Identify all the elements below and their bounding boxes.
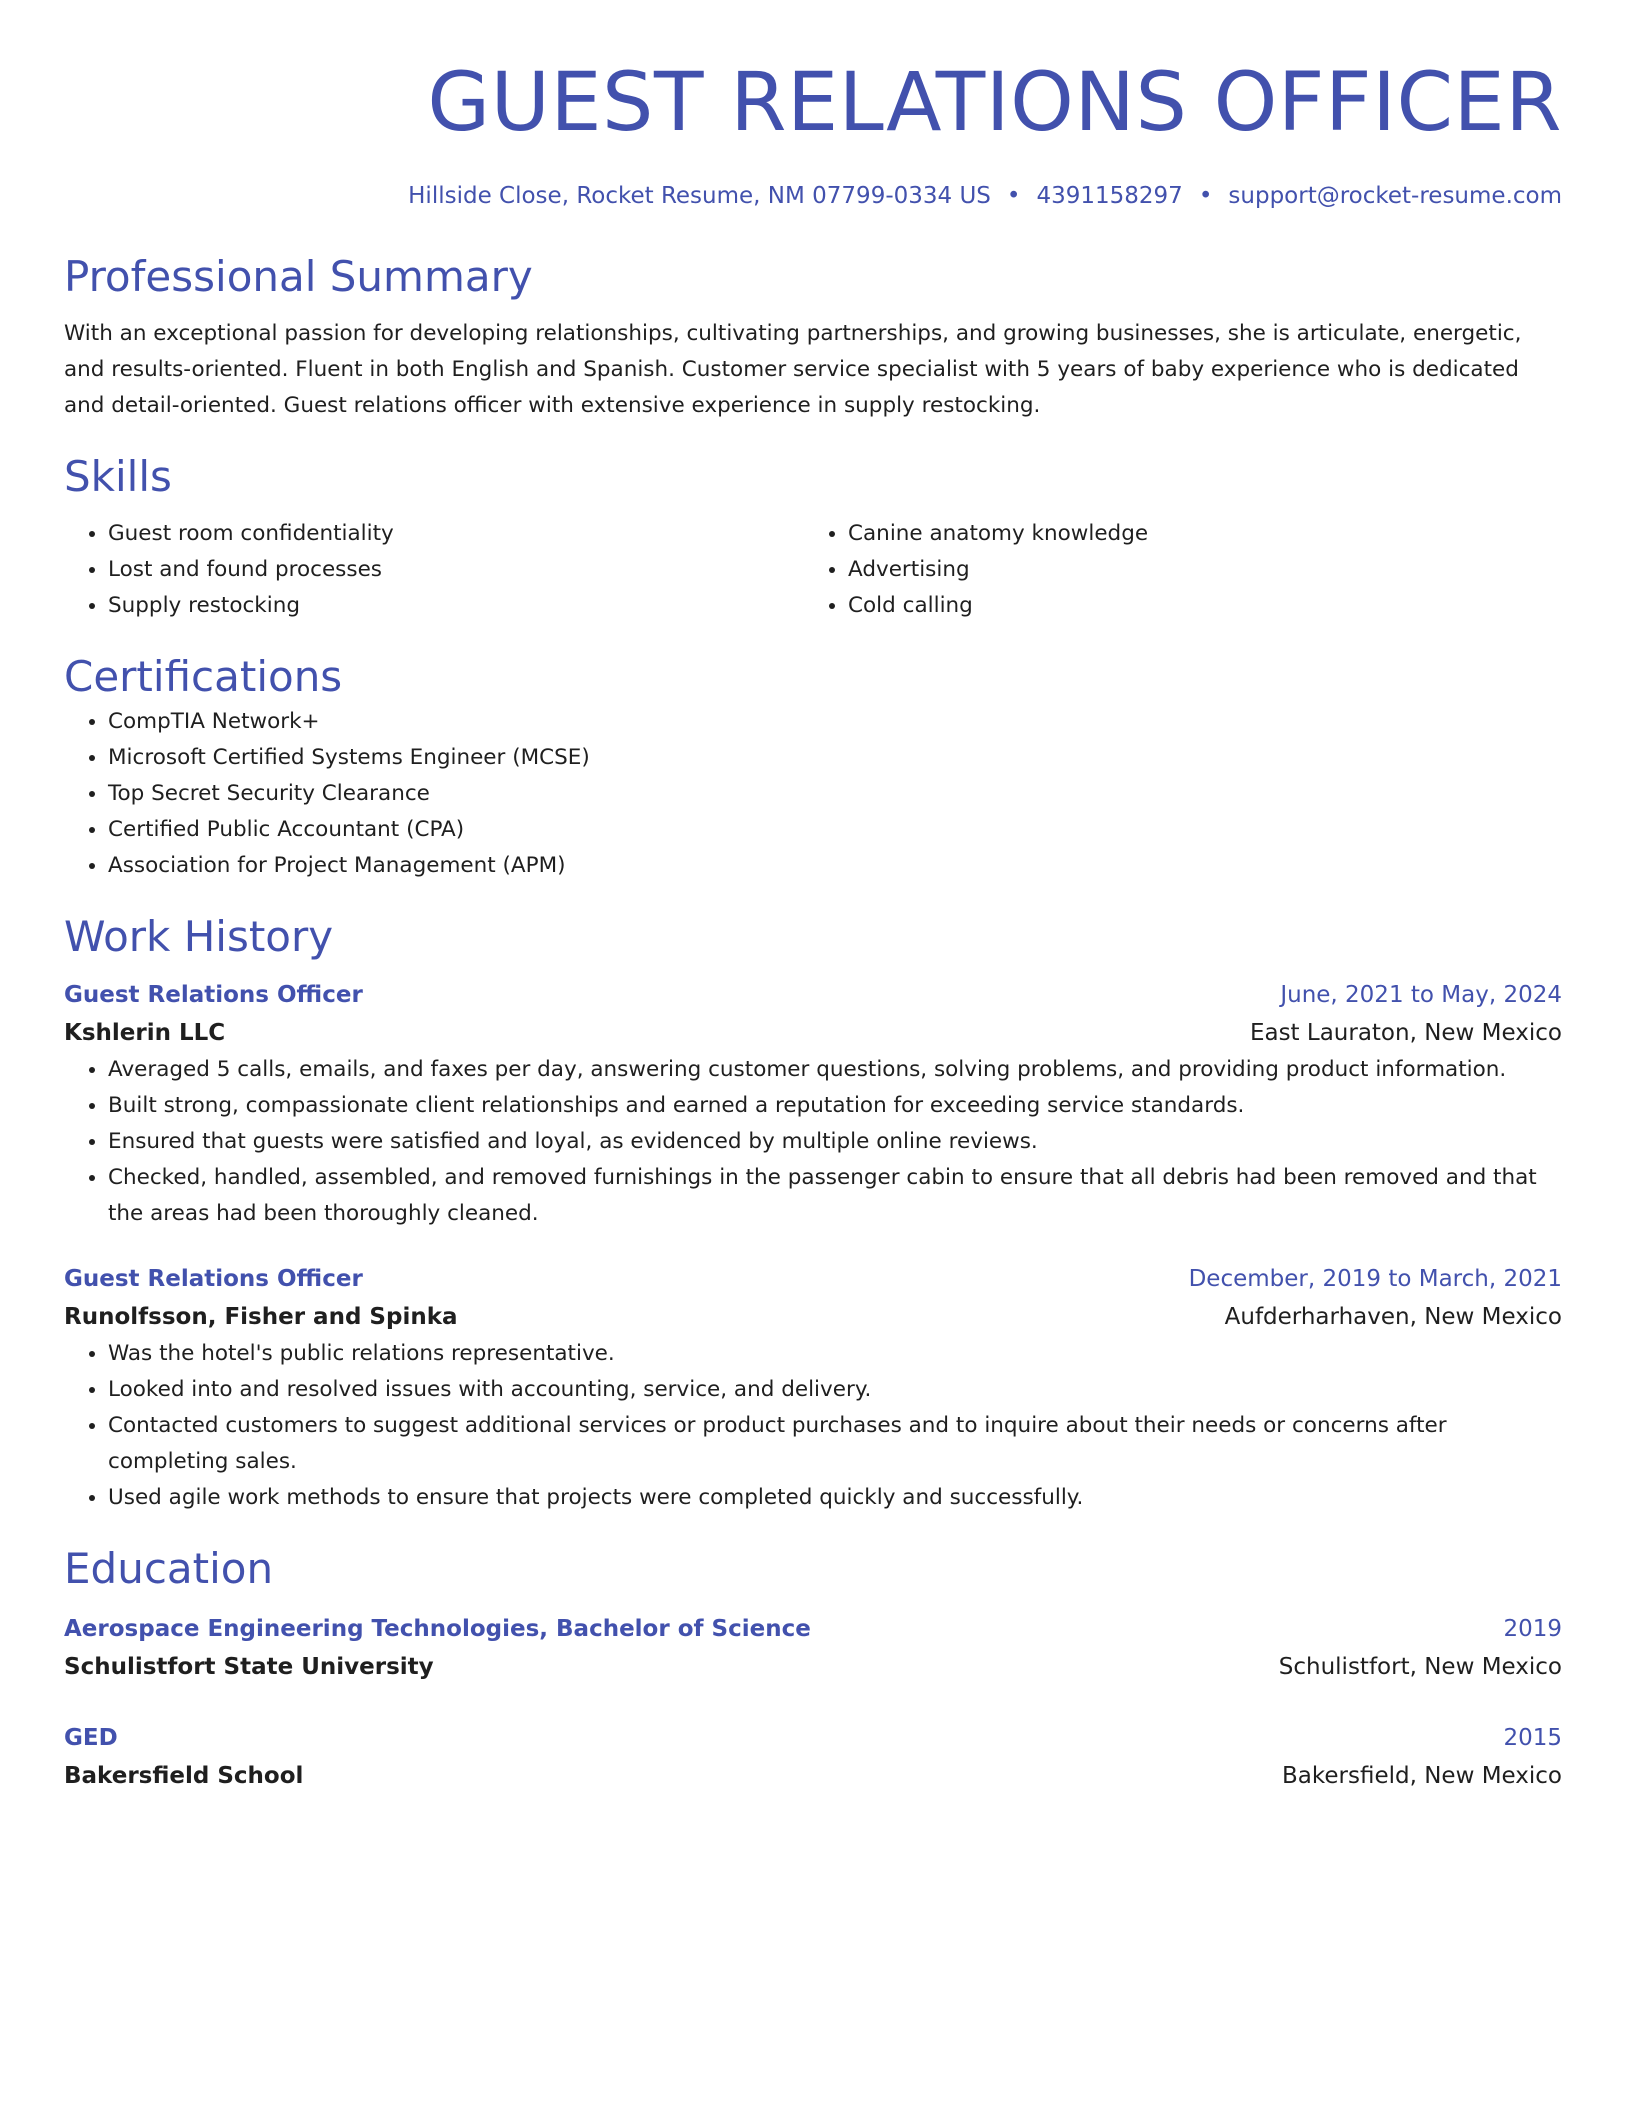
certifications-heading: Certifications — [64, 652, 343, 701]
skills-heading: Skills — [64, 452, 172, 501]
job-company: Runolfsson, Fisher and Spinka — [64, 1304, 458, 1330]
job-dates: December, 2019 to March, 2021 — [1188, 1266, 1562, 1292]
education-subheader — [64, 1757, 1562, 1795]
skill-item: • Guest room confidentiality — [108, 516, 804, 552]
job-duties-list — [64, 1052, 1562, 1232]
job-dates: June, 2021 to May, 2024 — [1280, 982, 1562, 1008]
job-entry — [64, 1260, 1562, 1516]
contact-separator: • — [1006, 183, 1021, 209]
skill-item: • Advertising — [848, 552, 1544, 588]
job-title: Guest Relations Officer — [64, 982, 363, 1008]
education-header — [64, 1610, 1562, 1648]
education-subheader — [64, 1648, 1562, 1686]
education-entry — [64, 1610, 1562, 1686]
contact-line — [64, 180, 1562, 212]
certifications-list — [64, 704, 1562, 884]
skills-column-right — [804, 516, 1544, 624]
contact-address: Hillside Close, Rocket Resume, NM 07799-0334 US — [408, 183, 991, 209]
skill-item: • Cold calling — [848, 588, 1544, 624]
skills-list-right — [804, 516, 1544, 624]
certification-item: • CompTIA Network+ — [108, 704, 1562, 740]
job-company: Kshlerin LLC — [64, 1020, 226, 1046]
resume-page — [64, 0, 1562, 1795]
skill-item: • Lost and found processes — [108, 552, 804, 588]
certification-item: • Top Secret Security Clearance — [108, 776, 1562, 812]
job-duties-list — [64, 1336, 1562, 1516]
job-subheader — [64, 1014, 1562, 1052]
certification-item: • Association for Project Management (APM) — [108, 848, 1562, 884]
job-subheader — [64, 1298, 1562, 1336]
education-heading: Education — [64, 1544, 274, 1593]
job-title: Guest Relations Officer — [64, 1266, 363, 1292]
job-duty: • Looked into and resolved issues with accounting, service, and delivery. — [108, 1372, 1562, 1408]
education-year: 2015 — [1503, 1725, 1562, 1751]
work-history-section — [64, 910, 1562, 1516]
education-location: Schulistfort, New Mexico — [1278, 1654, 1562, 1680]
job-duty: • Contacted customers to suggest additional services or product purchases and to inquire about their needs or concerns after completing sales. — [108, 1408, 1562, 1480]
work-history-heading: Work History — [64, 912, 334, 961]
summary-heading: Professional Summary — [64, 252, 533, 301]
job-duty: • Was the hotel's public relations representative. — [108, 1336, 1562, 1372]
education-section — [64, 1542, 1562, 1795]
job-header — [64, 1260, 1562, 1298]
skills-grid — [64, 516, 1562, 624]
education-year: 2019 — [1503, 1616, 1562, 1642]
certification-item: • Microsoft Certified Systems Engineer (MCSE) — [108, 740, 1562, 776]
resume-title: GUEST RELATIONS OFFICER — [427, 56, 1562, 150]
skill-item: • Canine anatomy knowledge — [848, 516, 1544, 552]
job-duty: • Averaged 5 calls, emails, and faxes per day, answering customer questions, solving problems, and providing product information. — [108, 1052, 1562, 1088]
job-duty: • Built strong, compassionate client relationships and earned a reputation for exceeding service standards. — [108, 1088, 1562, 1124]
education-degree: Aerospace Engineering Technologies, Bachelor of Science — [64, 1616, 811, 1642]
job-duty: • Ensured that guests were satisfied and loyal, as evidenced by multiple online reviews. — [108, 1124, 1562, 1160]
contact-phone: 4391158297 — [1036, 183, 1183, 209]
job-header — [64, 976, 1562, 1014]
job-location: East Lauraton, New Mexico — [1249, 1020, 1562, 1046]
job-duty: • Used agile work methods to ensure that projects were completed quickly and successfully. — [108, 1480, 1562, 1516]
education-header — [64, 1719, 1562, 1757]
job-location: Aufderharhaven, New Mexico — [1224, 1304, 1562, 1330]
certification-item: • Certified Public Accountant (CPA) — [108, 812, 1562, 848]
education-location: Bakersfield, New Mexico — [1282, 1763, 1562, 1789]
education-school: Bakersfield School — [64, 1763, 304, 1789]
skills-section — [64, 450, 1562, 624]
skills-column-left — [64, 516, 804, 624]
education-degree: GED — [64, 1725, 118, 1751]
education-entry — [64, 1719, 1562, 1795]
contact-separator: • — [1198, 183, 1213, 209]
education-school: Schulistfort State University — [64, 1654, 434, 1680]
job-entry — [64, 976, 1562, 1232]
contact-email: support@rocket-resume.com — [1228, 183, 1562, 209]
summary-section — [64, 250, 1562, 424]
summary-text: With an exceptional passion for developing relationships, cultivating partnerships, and growing businesses, she is articulate, energetic, and results-oriented. Fluent in both English and Spanish. Customer service specialist with 5 years of baby experience who is dedicated and detail-oriented. Guest relations officer with extensive experience in supply restocking. — [64, 321, 1522, 418]
skills-list-left — [64, 516, 804, 624]
skill-item: • Supply restocking — [108, 588, 804, 624]
certifications-section — [64, 650, 1562, 884]
job-duty: • Checked, handled, assembled, and removed furnishings in the passenger cabin to ensure that all debris had been removed and that the areas had been thoroughly cleaned. — [108, 1160, 1562, 1232]
